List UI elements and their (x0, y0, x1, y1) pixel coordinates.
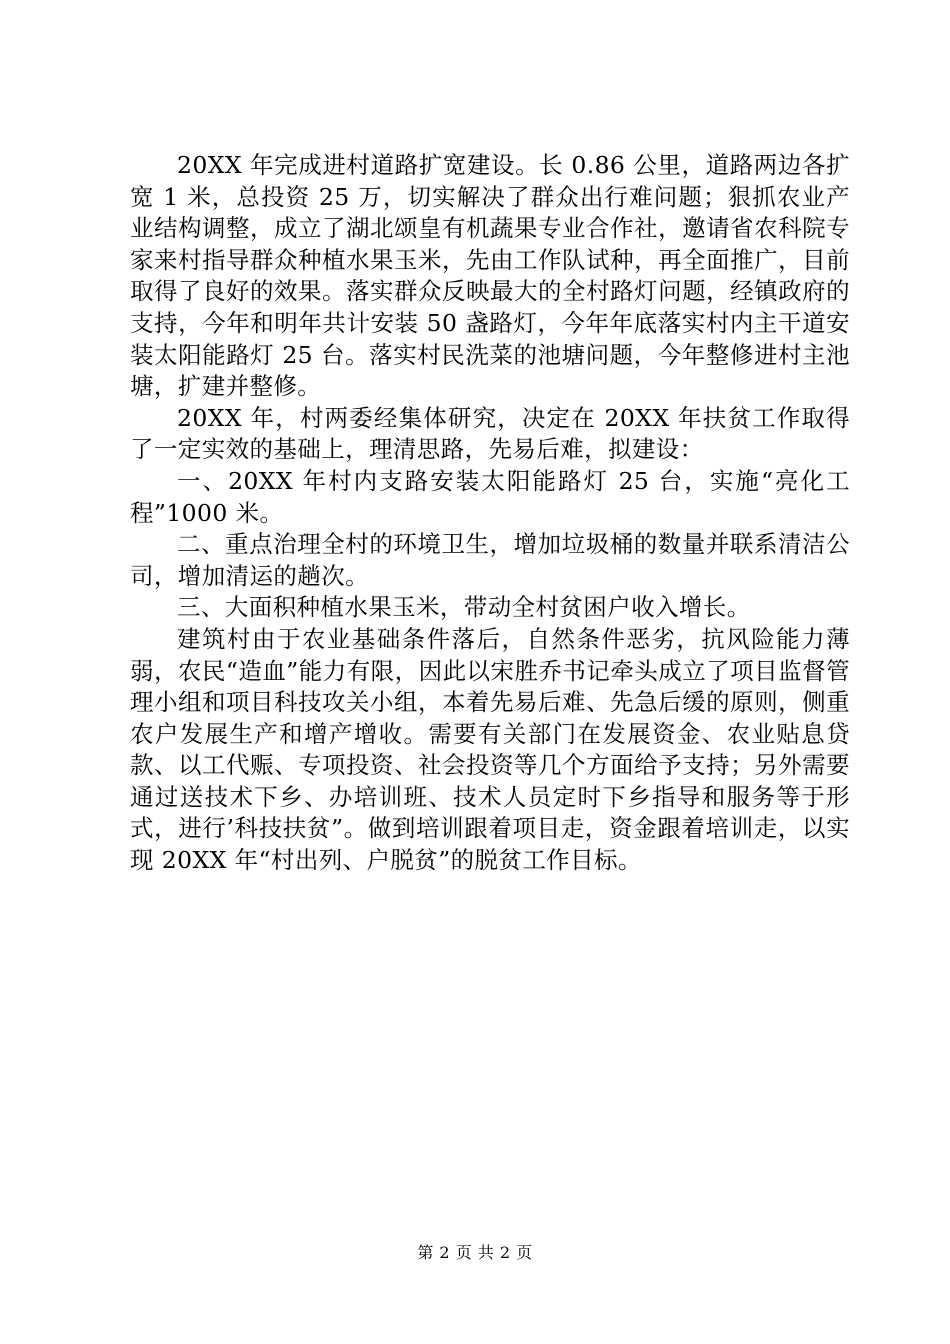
paragraph-plan-intro: 20XX 年，村两委经集体研究，决定在 20XX 年扶贫工作取得了一定实效的基础上，理清思路，先易后难，拟建设： (130, 403, 850, 464)
document-body (130, 150, 850, 877)
paragraph-plan-item-2: 二、重点治理全村的环境卫生，增加垃圾桶的数量并联系清洁公司，增加清运的趟次。 (130, 530, 850, 590)
page-number-footer: 第 2 页 共 2 页 (417, 1243, 533, 1262)
paragraph-plan-item-3: 三、大面积种植水果玉米，带动全村贫困户收入增长。 (177, 593, 751, 622)
paragraph-road-construction: 20XX 年完成进村道路扩宽建设。长 0.86 公里，道路两边各扩宽 1 米，总投资 25 万，切实解决了群众出行难问题；狠抓农业产业结构调整，成立了湖北颂皇有机蔬果专业合作社，邀请省农科院专家来村指导群众种植水果玉米，先由工作队试种，再全面推广，目前取得了良好的效果。落实群众反映最大的全村路灯问题，经镇政府的支持，今年和明年共计安装 50 盏路灯，今年年底落实村内主干道安装太阳能路灯 25 台。落实村民洗菜的池塘问题，今年整修进村主池塘，扩建并整修。 (130, 151, 850, 401)
paragraph-support-needs: 建筑村由于农业基础条件落后，自然条件恶劣，抗风险能力薄弱，农民“造血”能力有限，因此以宋胜乔书记牵头成立了项目监督管理小组和项目科技攻关小组，本着先易后难、先急后缓的原则，侧重农户发展生产和增产增收。需要有关部门在发展资金、农业贴息贷款、以工代赈、专项投资、社会投资等几个方面给予支持；另外需要通过送技术下乡、办培训班、技术人员定时下乡指导和服务等于形式，进行’科技扶贫”。做到培训跟着项目走，资金跟着培训走，以实现 20XX 年“村出列、户脱贫”的脱贫工作目标。 (130, 624, 850, 875)
paragraph-plan-item-1: 一、20XX 年村内支路安装太阳能路灯 25 台，实施“亮化工程”1000 米。 (130, 466, 850, 527)
